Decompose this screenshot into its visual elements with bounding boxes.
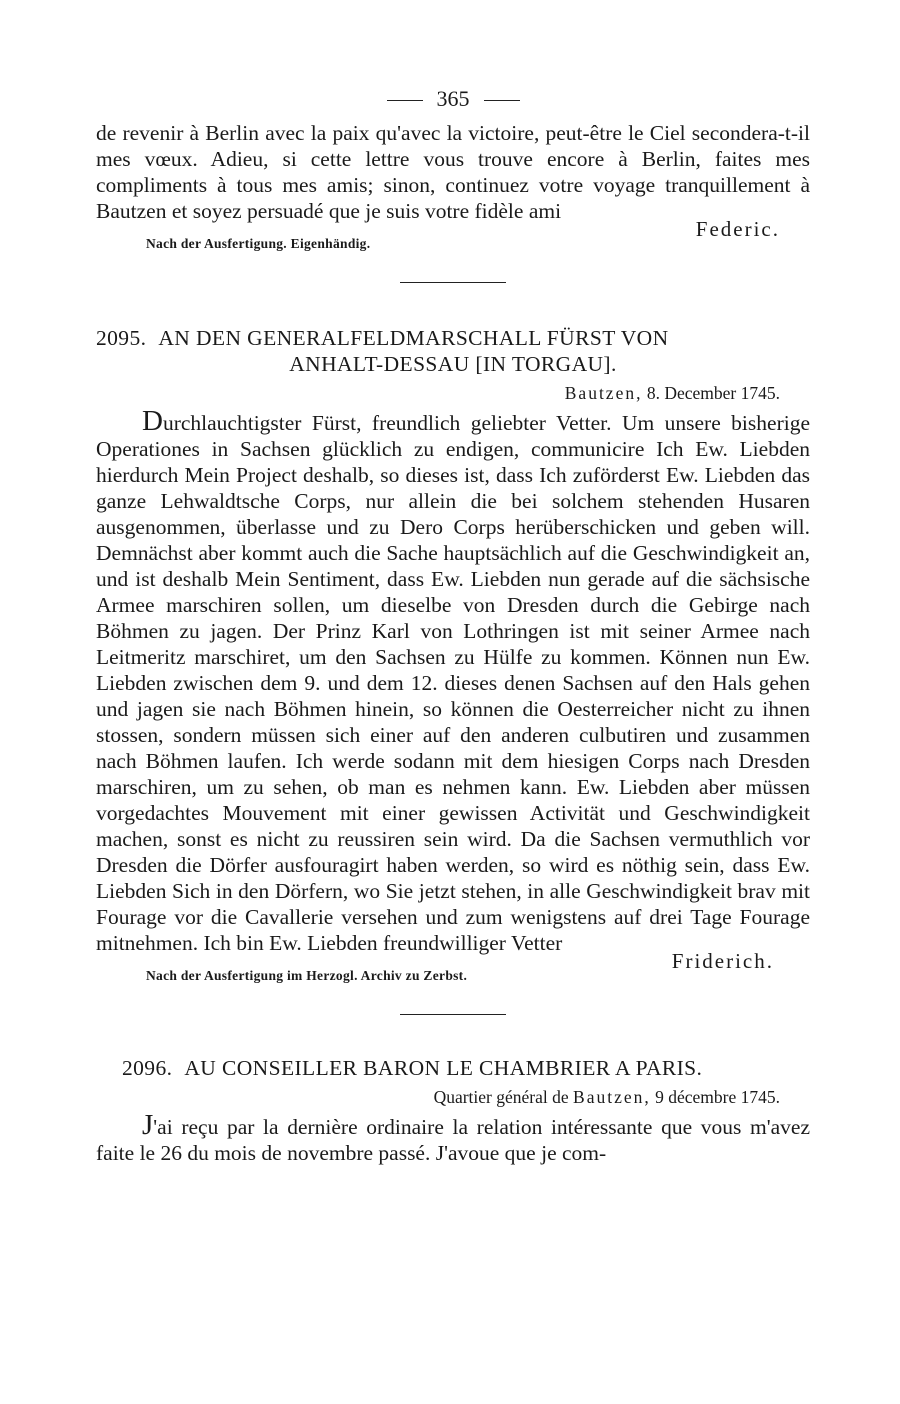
letter-2095-body xyxy=(96,405,810,956)
letter-2095-date-place: Bautzen, xyxy=(564,383,643,403)
letter-2096-body xyxy=(96,1109,810,1166)
letter-2096-number: 2096. xyxy=(122,1056,173,1080)
letter-2095-source-note: Nach der Ausfertigung im Herzogl. Archiv zu Zerbst. xyxy=(146,968,468,983)
letter-2095-heading-line1: AN DEN GENERALFELDMARSCHALL FÜRST VON xyxy=(158,326,669,350)
letter-2096-dropcap: J xyxy=(142,1109,154,1141)
letter-2096-date-place: Bautzen, xyxy=(573,1087,651,1107)
letter-2096-date-rest: 9 décembre 1745. xyxy=(655,1087,780,1107)
page-number xyxy=(96,86,810,112)
carryover-source-note: Nach der Ausfertigung. Eigenhändig. xyxy=(146,236,371,251)
letter-2096-heading xyxy=(122,1055,810,1081)
section-divider xyxy=(400,282,506,283)
letter-2096-body-text: 'ai reçu par la dernière ordinaire la relation intéressante que vous m'avez faite le 26 du mois de novembre passé. J'avoue que je com- xyxy=(96,1115,810,1165)
letter-2095-number: 2095. xyxy=(96,326,147,350)
page-number-dash-right xyxy=(484,100,520,101)
letter-2095-heading-line2: ANHALT-DESSAU [IN TORGAU]. xyxy=(289,352,617,376)
document-page xyxy=(96,86,810,1166)
letter-2095-heading xyxy=(96,325,810,377)
letter-2096-date xyxy=(96,1087,780,1108)
section-divider xyxy=(400,1014,506,1015)
carryover-paragraph: de revenir à Berlin avec la paix qu'avec la victoire, peut-être le Ciel secondera-t-il mes vœux. Adieu, si cette lettre vous trouve encore à Berlin, faites mes compliments à tous mes amis; sinon, continuez votre voyage tranquillement à Bautzen et soyez persuadé que je suis votre fidèle ami xyxy=(96,121,810,223)
letter-2095-date xyxy=(96,383,780,404)
letter-2095-dropcap: D xyxy=(142,405,163,437)
page-number-text: 365 xyxy=(436,86,470,111)
letter-2095-body-text: urchlauchtigster Fürst, freundlich geliebter Vetter. Um unsere bisherige Operationes in Sachsen glücklich zu endigen, communicire Ich Ew. Liebden hierdurch Mein Project deshalb, so dieses ist, dass Ich zuförderst Ew. Liebden das ganze Lehwaldtsche Corps, nur allein die bei solchem stehenden Husaren ausgenommen, überlasse und zu Dero Corps herüberschicken und geben will. Demnächst aber kommt auch die Sache hauptsächlich auf die Geschwindigkeit an, und ist deshalb Mein Sentiment, dass Ew. Liebden nun gerade auf die sächsische Armee marschiren sollen, um dieselbe von Dresden durch die Gebirge nach Böhmen zu jagen. Der Prinz Karl von Lothringen ist mit seiner Armee nach Leitmeritz marschiret, um den Sachsen zu Hülfe zu kommen. Können nun Ew. Liebden zwischen dem 9. und dem 12. dieses denen Sachsen auf den Hals gehen und jagen sie nach Böhmen hinein, so können die Oesterreicher nicht zu ihnen stossen, sondern müssen sich einer auf den anderen culbutiren und zusammen nach Böhmen laufen. Ich werde sodann mit dem hiesigen Corps nach Dresden marschiren, um zu sehen, ob man es nehmen kann. Ew. Liebden aber müssen vorgedachtes Mouvement mit einer gewissen Activität und Geschwindigkeit machen, sonst es nicht zu reussiren sein wird. Da die Sachsen vermuthlich vor Dresden die Dörfer ausfouragirt haben werden, so wird es nöthig sein, dass Ew. Liebden Sich in den Dörfern, wo Sie jetzt stehen, in alle Geschwindigkeit brav mit Fourage vor die Cavallerie versehen und zum wenigstens auf drei Tage Fourage mitnehmen. Ich bin Ew. Liebden freundwilliger Vetter xyxy=(96,411,810,955)
carryover-signature: Federic. xyxy=(695,217,780,241)
letter-2095-date-rest: 8. December 1745. xyxy=(646,383,780,403)
letter-2095-signature: Friderich. xyxy=(671,949,774,973)
page-number-dash-left xyxy=(387,100,423,101)
letter-2096-heading-text: AU CONSEILLER BARON LE CHAMBRIER A PARIS. xyxy=(184,1056,703,1080)
letter-2096-date-prefix: Quartier général de xyxy=(433,1087,569,1107)
